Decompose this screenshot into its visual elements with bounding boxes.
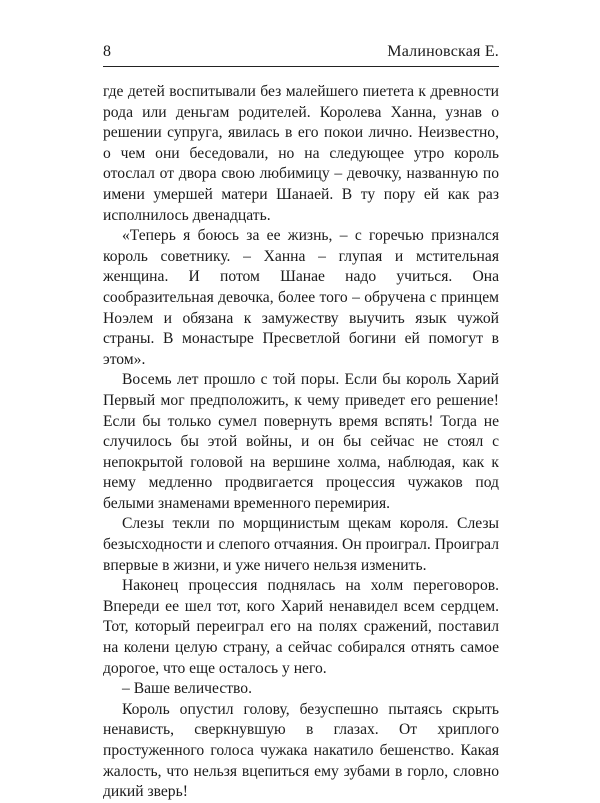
- page-header: [103, 36, 499, 67]
- dialogue-line: – Ваше величество.: [122, 680, 253, 698]
- paragraph: Слезы текли по морщинистым щекам короля. Слезы безысходности и слепого отчаяния. Он проиграл. Проиграл впервые в жизни, и уже ничего нельзя изменить.: [103, 515, 499, 574]
- paragraph: Восемь лет прошло с той поры. Если бы король Харий Первый мог предположить, к чему приведет его решение! Если бы только сумел повернуть время вспять! Тогда не случилось бы этой войны, и он бы сейчас не стоял с непокрытой головой на вершине холма, наблюдая, как к нему медленно продвигается процессия чужаков под белыми знаменами временного перемирия.: [103, 371, 499, 512]
- running-head-author: Малиновская Е.: [387, 43, 499, 60]
- paragraph: Наконец процессия поднялась на холм переговоров. Впереди ее шел тот, кого Харий ненавидел всем сердцем. Тот, который переиграл его на полях сражений, поставил на колени целую страну, а сейчас собирался отнять самое дорогое, что еще осталось у него.: [103, 577, 499, 677]
- paragraph-continued: где детей воспитывали без малейшего пиетета к древности рода или деньгам родителей. Королева Ханна, узнав о решении супруга, явилась в его покои лично. Неизвестно, о чем они беседовали, но на следующее утро король отослал от двора свою любимицу – девочку, названную по имени умершей матери Шанаей. В ту пору ей как раз исполнилось двенадцать.: [103, 83, 499, 224]
- page-number: 8: [103, 43, 111, 60]
- paragraph: «Теперь я боюсь за ее жизнь, – с горечью признался король советнику. – Ханна – глупая и мстительная женщина. И потом Шанае надо учиться. Она сообразительная девочка, более того – обручена с принцем Ноэлем и обязана к замужеству выучить язык чужой страны. В монастыре Пресветлой богини ей помогут в этом».: [103, 227, 499, 368]
- paragraph: Король опустил голову, безуспешно пытаясь скрыть ненависть, сверкнувшую в глазах. От хриплого простуженного голоса чужака накатило бешенство. Какая жалость, что нельзя вцепиться ему зубами в горло, словно дикий зверь!: [103, 700, 499, 801]
- body-text: [103, 82, 499, 803]
